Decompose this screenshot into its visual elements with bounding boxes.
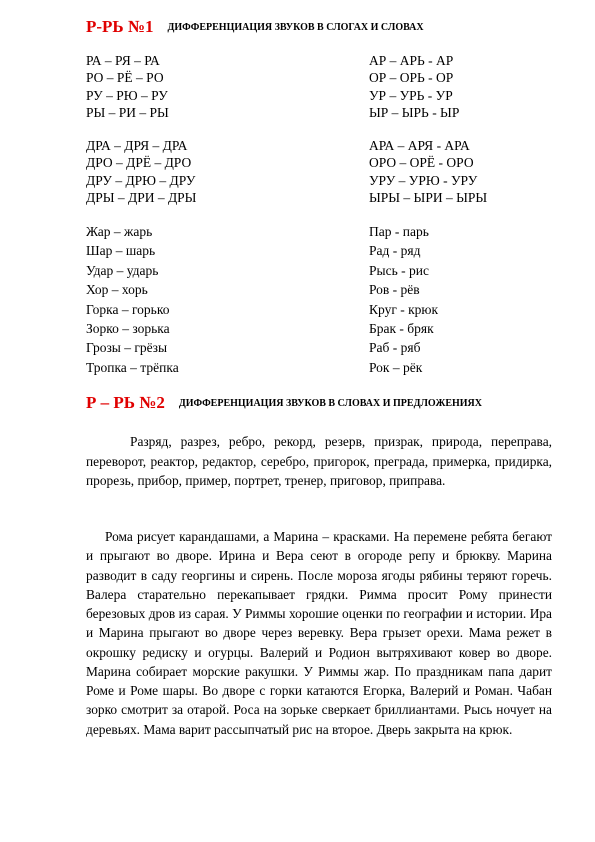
syllable-row: АР – АРЬ - АР (369, 53, 454, 68)
syllables-left-group-1 (86, 52, 169, 121)
word-list-paragraph: Разряд, разрез, ребро, рекорд, резерв, призрак, природа, переправа, переворот, реактор, редактор, серебро, пригорок, преграда, примерка, придирка, прорезь, прибор, пример, портрет, тренер, приговор, приправа. (86, 434, 552, 489)
syllable-row: РУ – РЮ – РУ (86, 87, 168, 103)
word-pair: Раб - ряб (369, 340, 421, 356)
sentences-paragraph: Рома рисует карандашами, а Марина – красками. На перемене ребята бегают и прыгают во дворе. Ирина и Вера сеют в огороде репу и брюкву. Марина разводит в саду георгины и сирень. После мороза ягоды рябины теряют горечь. Валера старательно перекапывает грядки. Римма просит Рому принести березовых дров из сарая. У Риммы хорошие оценки по географии и истории. Ира и Марина прыгают во дворе через веревку. Вера грызет орехи. Мама режет в окрошку редиску и огурцы. Валерий и Родион вытряхивают ковер во дворе. Марина собирает морские ракушки. У Риммы жар. По праздникам папа дарит Роме и Роме шары. Во дворе с горки катаются Егорка, Валерий и Роман. Чабан зорко смотрит за отарой. Роса на зорьке сверкает бриллиантами. Рысь ночует на деревьях. Мама варит рассыпчатый рис на второе. Дверь закрыта на крюк. (86, 529, 552, 737)
syllable-row: ЫРЫ – ЫРИ – ЫРЫ (369, 189, 488, 205)
section-1-header (86, 17, 424, 37)
syllable-row: РЫ – РИ – РЫ (86, 104, 169, 120)
word-pair: Рысь - рис (369, 262, 429, 278)
syllables-right-group-2 (369, 137, 487, 206)
syllable-row: ЫР – ЫРЬ - ЫР (369, 104, 460, 120)
section-2-number: Р – РЬ №2 (86, 393, 165, 412)
section-2-title: ДИФФЕРЕНЦИАЦИЯ ЗВУКОВ В СЛОВАХ И ПРЕДЛОЖЕНИЯХ (178, 398, 482, 409)
word-pair: Рад - ряд (369, 243, 421, 259)
word-pair: Рок – рёк (369, 359, 423, 375)
word-pair: Горка – горько (86, 301, 170, 317)
word-pair: Брак - бряк (369, 320, 434, 336)
syllable-row: ДРО – ДРЁ – ДРО (86, 155, 192, 171)
syllable-row: УР – УРЬ - УР (369, 87, 453, 103)
word-pair: Шар – шарь (86, 243, 156, 259)
section-1-number: Р-РЬ №1 (86, 17, 154, 36)
word-pair: Жар – жарь (86, 224, 153, 239)
word-pair: Тропка – трёпка (86, 359, 179, 375)
word-pairs-left (86, 222, 179, 377)
word-pair: Удар – ударь (86, 262, 159, 278)
word-pair: Пар - парь (369, 224, 429, 239)
syllables-right-group-1 (369, 52, 459, 121)
syllable-row: РО – РЁ – РО (86, 70, 164, 86)
syllable-row: АРА – АРЯ - АРА (369, 138, 470, 153)
syllable-row: ДРУ – ДРЮ – ДРУ (86, 172, 196, 188)
syllable-row: ДРЫ – ДРИ – ДРЫ (86, 189, 197, 205)
word-pair: Зорко – зорька (86, 320, 170, 336)
word-pair: Ров - рёв (369, 282, 420, 298)
word-pair: Круг - крюк (369, 301, 439, 317)
syllable-row: ОРО – ОРЁ - ОРО (369, 155, 474, 171)
syllable-row: ОР – ОРЬ - ОР (369, 70, 454, 86)
word-pair: Грозы – грёзы (86, 340, 168, 356)
syllable-row: РА – РЯ – РА (86, 53, 160, 68)
section-1-title: ДИФФЕРЕНЦИАЦИЯ ЗВУКОВ В СЛОГАХ И СЛОВАХ (167, 22, 424, 33)
syllables-left-group-2 (86, 137, 196, 206)
word-pair: Хор – хорь (86, 282, 148, 298)
syllable-row: ДРА – ДРЯ – ДРА (86, 138, 188, 153)
syllable-row: УРУ – УРЮ - УРУ (369, 172, 478, 188)
word-pairs-right (369, 222, 438, 377)
section-2-header (86, 393, 482, 413)
